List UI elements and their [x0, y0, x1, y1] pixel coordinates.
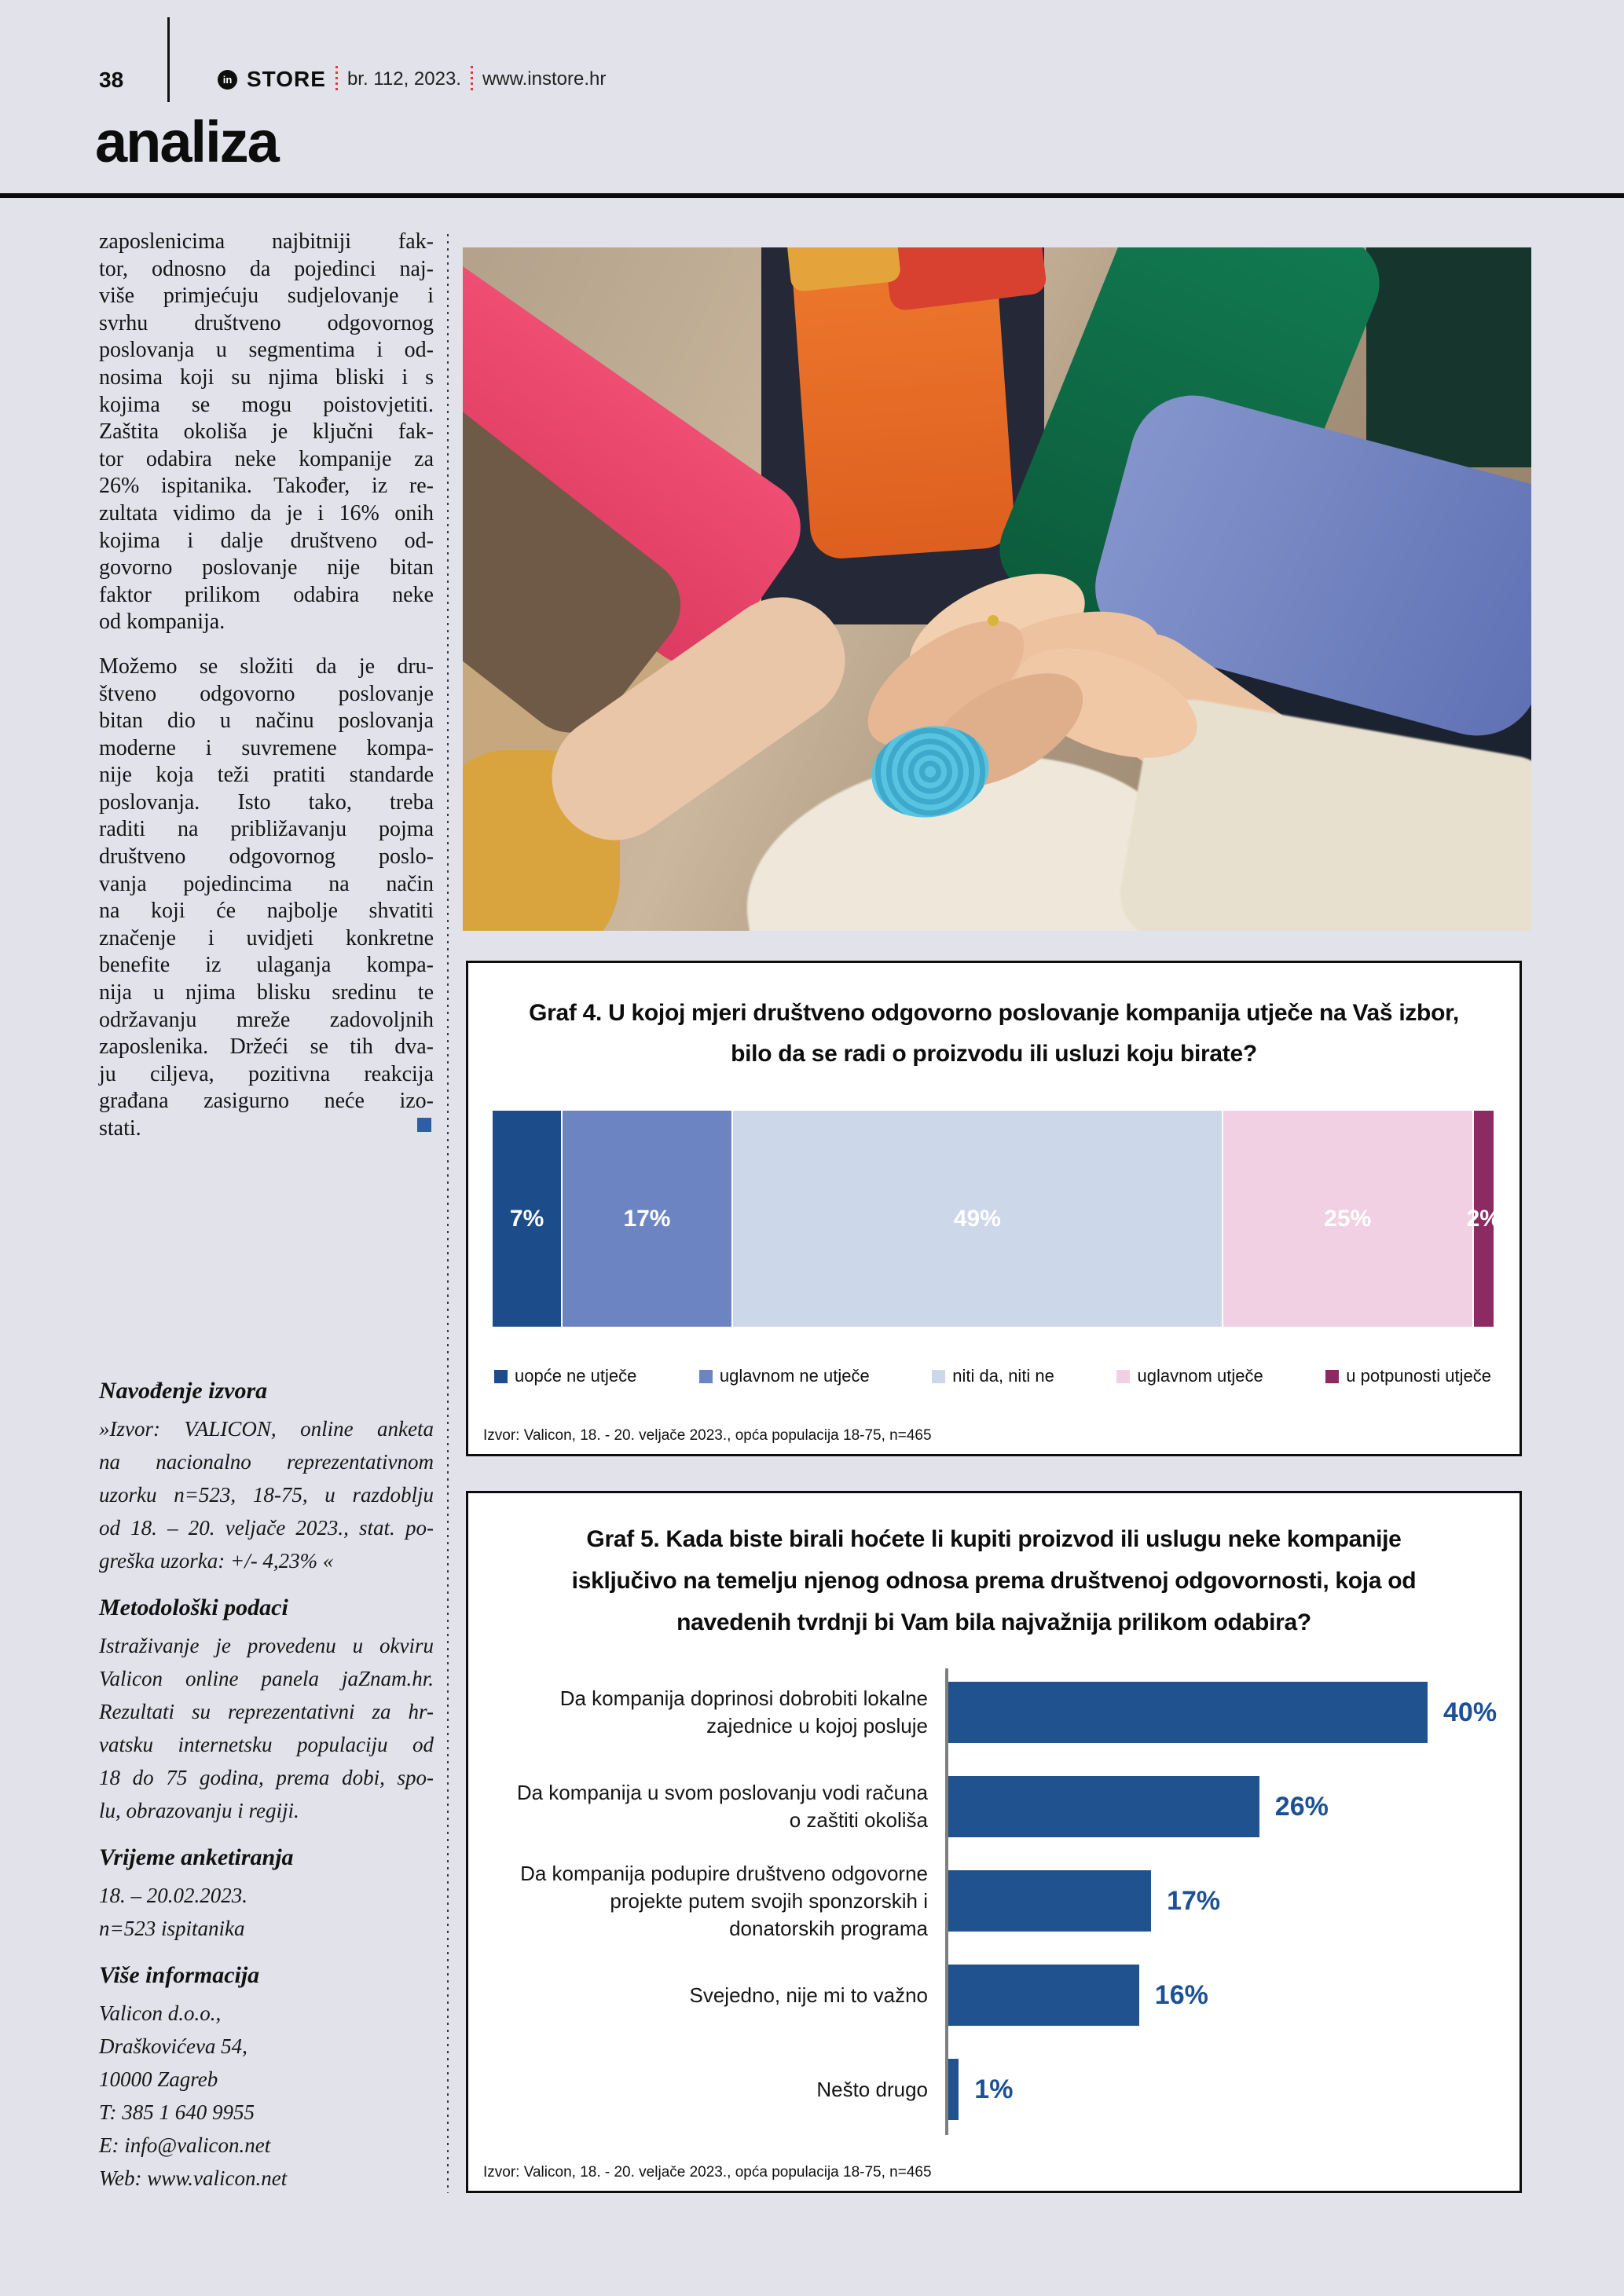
bar — [947, 1965, 1139, 2026]
legend-swatch — [1116, 1370, 1130, 1383]
graf4-segment — [1466, 1111, 1501, 1327]
sidebar-contact-text: Valicon d.o.o., Draškovićeva 54, 10000 Zagreb T: 385 1 640 9955 E: info@valicon.net Web: www.valicon.net — [99, 2001, 288, 2190]
segment-value-label: 49% — [953, 1205, 1001, 1232]
legend-label: niti da, niti ne — [952, 1366, 1054, 1386]
article-paragraph: Možemo se složiti da je dru- štveno odgovorno poslovanje bitan dio u načinu poslovanja moderne i suvremene kompa- nije koja teži pratiti standarde poslovanja. Isto tako, treba raditi na približavanju pojma društveno odgovornog poslo- vanja pojedincima na način na koji će najbolje shvatiti značenje i uvidjeti konkretne benefite iz ulaganja kompa- nija u njima blisku sredinu te održavanju mreže zadovoljnih zaposlenika. Držeći se tih dva- ju ciljeva, pozitivna reakcija građana zasigurno neće izo- stati. — [99, 654, 434, 1141]
segment-value-label: 25% — [1324, 1205, 1372, 1232]
section-title: analiza — [95, 109, 278, 174]
bar-value-label: 17% — [1167, 1885, 1221, 1916]
legend-swatch — [1325, 1370, 1339, 1383]
graf4-legend — [494, 1366, 1491, 1386]
bar-row — [468, 1948, 1520, 2042]
graf5-chart-area — [468, 1665, 1520, 2140]
chart-graf4 — [466, 961, 1522, 1456]
photo-shape — [1366, 247, 1531, 467]
legend-label: uglavnom ne utječe — [719, 1366, 870, 1386]
sidebar-heading-methodology: Metodološki podaci — [99, 1595, 288, 1620]
legend-swatch — [699, 1370, 713, 1383]
graf4-segment — [1223, 1111, 1474, 1327]
graf4-title: Graf 4. U kojoj mjeri društveno odgovorno poslovanje kompanija utječe na Vaš izbor, bilo da se radi o proizvodu ili usluzi koju birate? — [529, 1000, 1459, 1067]
bar-value-label: 16% — [1154, 1979, 1208, 2010]
graf4-segment — [733, 1111, 1223, 1327]
bar-category-label: Da kompanija doprinosi dobrobiti lokalne zajednice u kojoj posluje — [559, 1686, 928, 1738]
graf5-title: Graf 5. Kada biste birali hoćete li kupiti proizvod ili uslugu neke kompanije isključivo na temelju njenog odnosa prema društvenoj odgovornosti, koja od navedenih tvrdnji bi Vam bila najvažnija prilikom odabira? — [571, 1526, 1417, 1635]
bar — [947, 2059, 959, 2120]
bar — [947, 1870, 1151, 1932]
bar-category-label: Da kompanija podupire društveno odgovorne projekte putem svojih sponzorskih i donatorskih programa — [520, 1861, 928, 1940]
legend-swatch — [494, 1370, 508, 1383]
graf4-source: Izvor: Valicon, 18. - 20. veljače 2023., opća populacija 18-75, n=465 — [483, 1427, 932, 1444]
graf5-source: Izvor: Valicon, 18. - 20. veljače 2023., opća populacija 18-75, n=465 — [483, 2164, 932, 2181]
graf5-axis-line — [945, 1668, 948, 2135]
header-dotted-separator — [471, 66, 473, 93]
issue-number: br. 112, 2023. — [346, 68, 461, 90]
hands-together-photo — [463, 247, 1531, 931]
sidebar-heading-survey-time: Vrijeme anketiranja — [99, 1844, 294, 1870]
instore-logo-icon: in — [218, 70, 237, 90]
segment-value-label: 17% — [623, 1205, 671, 1232]
legend-label: uglavnom utječe — [1137, 1366, 1263, 1386]
page-number: 38 — [99, 68, 124, 92]
sidebar-heading-more-info: Više informacija — [99, 1962, 260, 1988]
bar-category-label: Da kompanija u svom poslovanju vodi računa o zaštiti okoliša — [516, 1781, 928, 1832]
bar-category-label: Nešto drugo — [816, 2077, 928, 2101]
article-paragraph: zaposlenicima najbitniji fak- tor, odnosno da pojedinci naj- više primjećuju sudjelovanje i svrhu društveno odgovornog poslovanja u segmentima i od- nosima koji su njima bliski i s kojima se mogu poistovjetiti. Zaštita okoliša je ključni fak- tor odabira neke kompanije za 26% ispitanika. Također, iz re- zultata vidimo da je i 16% onih kojima i dalje društveno od- govorno poslovanje nije bitan faktor prilikom odabira neke od kompanija. — [99, 229, 434, 635]
sidebar-source-text: »Izvor: VALICON, online anketa na nacionalno reprezentativnom uzorku n=523, 18-75, u razdoblju od 18. – 20. veljače 2023., stat. po- greška uzorka: +/- 4,23% « — [99, 1417, 434, 1573]
legend-item — [1116, 1366, 1263, 1386]
bar — [947, 1776, 1259, 1837]
bar-value-label: 1% — [974, 2074, 1014, 2104]
bar-row — [468, 1760, 1520, 1854]
sidebar-survey-time-text: 18. – 20.02.2023. n=523 ispitanika — [99, 1884, 247, 1940]
legend-label: uopće ne utječe — [515, 1366, 637, 1386]
legend-item — [699, 1366, 870, 1386]
bar-row — [468, 2042, 1520, 2137]
segment-value-label: 7% — [509, 1205, 544, 1232]
photo-ring — [988, 615, 999, 626]
bar-row — [468, 1665, 1520, 1760]
legend-swatch — [932, 1370, 945, 1383]
chart-graf5 — [466, 1491, 1522, 2193]
source-info-sidebar — [99, 1378, 434, 2195]
sidebar-heading-source: Navođenje izvora — [99, 1378, 268, 1404]
graf4-segment — [563, 1111, 733, 1327]
sidebar-methodology-text: Istraživanje je provedenu u okviru Valicon online panela jaZnam.hr. Rezultati su reprezentativni za hr- vatsku internetsku populaciju od 18 do 75 godina, prema dobi, spo- lu, obrazovanju i regiji. — [99, 1634, 434, 1822]
bar-row — [468, 1854, 1520, 1948]
legend-item — [494, 1366, 636, 1386]
bar-value-label: 26% — [1274, 1791, 1329, 1822]
article-body — [99, 229, 434, 1143]
header-dotted-separator — [335, 66, 338, 93]
section-rule — [0, 193, 1624, 198]
segment-value-label: 2% — [1466, 1205, 1501, 1232]
magazine-brand: STORE — [247, 67, 326, 91]
header-divider-line — [167, 17, 170, 102]
legend-item — [1325, 1366, 1491, 1386]
column-dotted-separator — [447, 234, 449, 2193]
bar-value-label: 40% — [1443, 1697, 1498, 1727]
header — [218, 66, 606, 93]
legend-item — [932, 1366, 1054, 1386]
bar — [947, 1682, 1428, 1743]
end-of-article-marker — [417, 1118, 431, 1132]
graf4-segment — [493, 1111, 563, 1327]
legend-label: u potpunosti utječe — [1346, 1366, 1491, 1386]
bar-category-label: Svejedno, nije mi to važno — [689, 1983, 928, 2007]
graf4-stacked-bar — [493, 1111, 1501, 1327]
website-url: www.instore.hr — [482, 68, 607, 90]
